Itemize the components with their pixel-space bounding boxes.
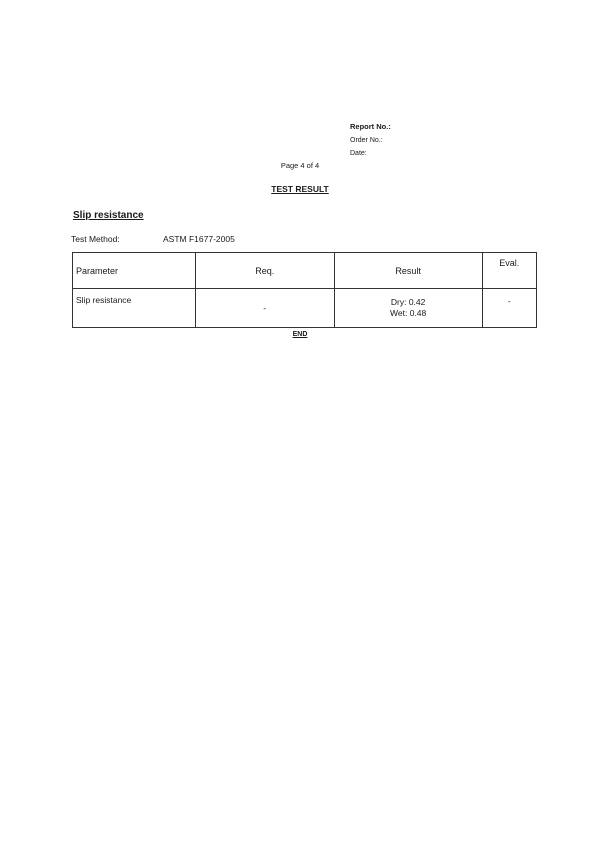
column-header-parameter: Parameter	[73, 253, 196, 289]
cell-parameter: Slip resistance	[73, 289, 196, 328]
column-header-evaluation: Eval.	[482, 253, 536, 289]
page-indicator: Page 4 of 4	[280, 161, 320, 170]
table-header-row	[73, 253, 537, 289]
date-label: Date:	[350, 150, 367, 157]
result-dry: Dry: 0.42	[390, 296, 426, 307]
cell-requirement: -	[195, 289, 334, 328]
page-title: TEST RESULT	[271, 184, 329, 194]
result-wet: Wet: 0.48	[390, 308, 427, 318]
table-row	[73, 289, 537, 328]
report-no-label: Report No.:	[350, 122, 391, 131]
report-meta	[350, 120, 391, 161]
results-table	[72, 252, 537, 328]
cell-result	[334, 289, 482, 328]
column-header-requirement: Req.	[195, 253, 334, 289]
column-header-result: Result	[334, 253, 482, 289]
test-method-label: Test Method:	[71, 234, 120, 244]
test-method-value: ASTM F1677-2005	[163, 234, 235, 244]
order-no-label: Order No.:	[350, 136, 383, 144]
section-title: Slip resistance	[73, 210, 144, 221]
end-marker: END	[292, 331, 308, 338]
cell-evaluation: -	[482, 289, 536, 328]
